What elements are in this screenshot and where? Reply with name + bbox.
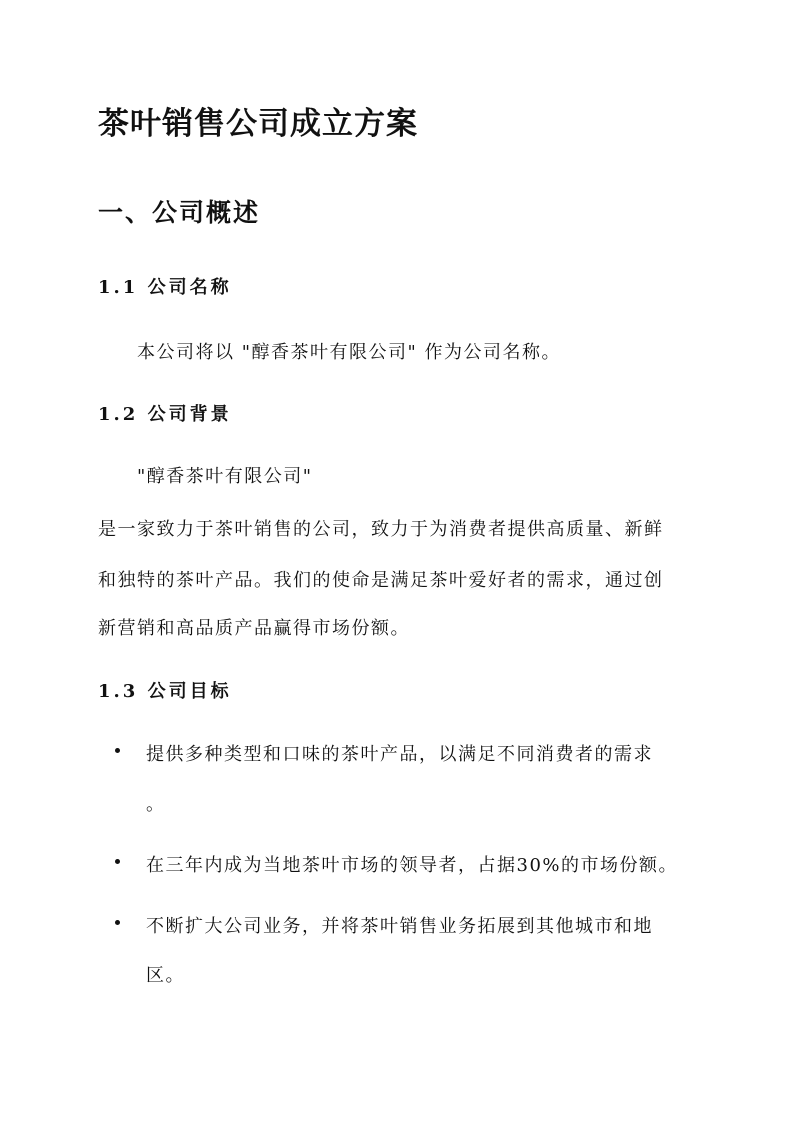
subsection-heading-goals: 1.3 公司目标	[98, 681, 232, 702]
goal-text-continuation: 区。	[146, 965, 185, 986]
bullet-icon	[115, 748, 120, 753]
document-title: 茶叶销售公司成立方案	[98, 106, 418, 142]
background-paragraph-line: 和独特的茶叶产品。我们的使命是满足茶叶爱好者的需求，通过创	[98, 570, 664, 591]
bullet-icon	[115, 859, 120, 864]
company-name-paragraph: 本公司将以 "醇香茶叶有限公司" 作为公司名称。	[137, 342, 561, 363]
subsection-heading-company-name: 1.1 公司名称	[98, 277, 232, 298]
section-heading-overview: 一、公司概述	[98, 198, 261, 227]
goal-text: 提供多种类型和口味的茶叶产品，以满足不同消费者的需求	[146, 744, 653, 765]
subsection-heading-background: 1.2 公司背景	[98, 404, 232, 425]
bullet-icon	[115, 920, 120, 925]
background-company-quote: "醇香茶叶有限公司"	[137, 466, 313, 487]
goal-text-continuation: 。	[146, 794, 164, 815]
goal-text: 不断扩大公司业务，并将茶叶销售业务拓展到其他城市和地	[146, 916, 653, 937]
goal-text: 在三年内成为当地茶叶市场的领导者，占据30%的市场份额。	[146, 855, 679, 876]
background-paragraph-line: 新营销和高品质产品赢得市场份额。	[98, 618, 410, 639]
background-paragraph-line: 是一家致力于茶叶销售的公司，致力于为消费者提供高质量、新鲜	[98, 519, 664, 540]
